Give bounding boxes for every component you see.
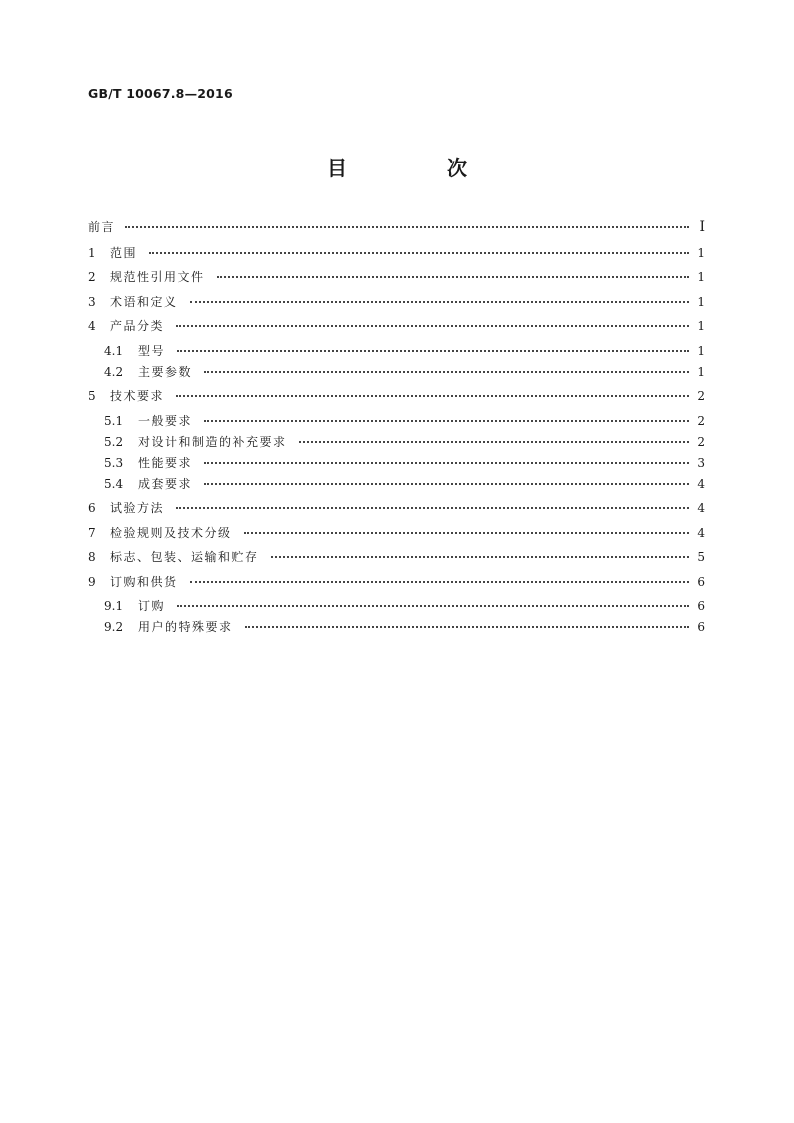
dot-leader (204, 420, 689, 422)
toc-entry-title: 用户的特殊要求 (138, 620, 233, 634)
dot-leader (245, 626, 689, 628)
toc-entry-number: 5 (88, 389, 96, 403)
toc-entry-page: 4 (697, 501, 705, 515)
toc-subentry[interactable] (88, 477, 705, 491)
toc-entry[interactable] (88, 501, 705, 515)
toc-entry-page: 2 (697, 435, 705, 449)
dot-leader (204, 483, 689, 485)
toc-entry-page: 2 (697, 389, 705, 403)
toc-entry-number: 3 (88, 295, 96, 309)
toc-entry[interactable] (88, 246, 705, 260)
toc-entry-title: 订购 (138, 599, 166, 613)
toc-entry-number: 7 (88, 526, 96, 540)
toc-entry-title: 标志、包装、运输和贮存 (110, 550, 259, 564)
dot-leader (244, 532, 689, 534)
toc-entry-number: 9 (88, 575, 96, 589)
toc-entry[interactable] (88, 389, 705, 403)
toc-entry-title: 一般要求 (138, 414, 193, 428)
toc-subentry[interactable] (88, 365, 705, 379)
toc-entry-title: 型号 (138, 344, 166, 358)
toc-entry-title: 成套要求 (138, 477, 193, 491)
toc-entry-number: 5.1 (104, 414, 124, 428)
toc-entry-number: 5.2 (104, 435, 124, 449)
standard-code: GB/T 10067.8—2016 (88, 86, 233, 101)
toc-entry-title: 术语和定义 (110, 295, 178, 309)
dot-leader (299, 441, 689, 443)
dot-leader (177, 350, 689, 352)
dot-leader (125, 226, 689, 228)
toc-entry-number: 1 (88, 246, 96, 260)
dot-leader (217, 276, 689, 278)
toc-entry-number: 4.2 (104, 365, 124, 379)
toc-entry-number: 2 (88, 270, 96, 284)
toc-entry-number: 5.4 (104, 477, 124, 491)
toc-entry-page: 1 (697, 270, 705, 284)
toc-subentry[interactable] (88, 414, 705, 428)
toc-entry[interactable] (88, 319, 705, 333)
toc-entry-page: 3 (697, 456, 705, 470)
toc-entry-title: 产品分类 (110, 319, 165, 333)
toc-entry-page: 1 (697, 295, 705, 309)
toc-entry-page: 4 (697, 477, 705, 491)
toc-subentry[interactable] (88, 620, 705, 634)
toc-entry-foreword[interactable] (88, 220, 705, 234)
toc-entry-title: 性能要求 (138, 456, 193, 470)
toc-entry-title: 规范性引用文件 (110, 270, 205, 284)
toc-entry-title: 试验方法 (110, 501, 165, 515)
toc-entry-number: 9.2 (104, 620, 124, 634)
toc-entry-page: 4 (697, 526, 705, 540)
toc-entry-page: 5 (697, 550, 705, 564)
dot-leader (190, 581, 689, 583)
toc-entry-page: 6 (697, 620, 705, 634)
dot-leader (190, 301, 689, 303)
dot-leader (204, 371, 689, 373)
toc-entry-page: 6 (697, 575, 705, 589)
toc-entry-page: Ⅰ (699, 219, 705, 235)
toc-entry-title: 前言 (88, 220, 116, 234)
toc-entry-number: 9.1 (104, 599, 124, 613)
toc-entry[interactable] (88, 295, 705, 309)
toc-entry-number: 4.1 (104, 344, 124, 358)
dot-leader (149, 252, 689, 254)
toc-subentry[interactable] (88, 456, 705, 470)
dot-leader (204, 462, 689, 464)
toc-entry-title: 范围 (110, 246, 138, 260)
toc-subentry[interactable] (88, 435, 705, 449)
toc-entry-title: 技术要求 (110, 389, 165, 403)
toc-entry[interactable] (88, 575, 705, 589)
toc-entry-number: 8 (88, 550, 96, 564)
dot-leader (176, 507, 689, 509)
toc-entry-number: 4 (88, 319, 96, 333)
toc-entry-title: 订购和供货 (110, 575, 178, 589)
dot-leader (176, 395, 689, 397)
toc-entry-page: 6 (697, 599, 705, 613)
toc-entry-title: 对设计和制造的补充要求 (138, 435, 287, 449)
page-title: 目 次 (327, 156, 507, 180)
toc-entry-number: 5.3 (104, 456, 124, 470)
toc-entry[interactable] (88, 550, 705, 564)
toc-entry-title: 检验规则及技术分级 (110, 526, 232, 540)
toc-entry-title: 主要参数 (138, 365, 193, 379)
toc-entry[interactable] (88, 270, 705, 284)
toc-subentry[interactable] (88, 599, 705, 613)
toc-entry-page: 2 (697, 414, 705, 428)
toc-entry-page: 1 (697, 246, 705, 260)
toc-entry-page: 1 (697, 319, 705, 333)
toc-entry-number: 6 (88, 501, 96, 515)
toc-subentry[interactable] (88, 344, 705, 358)
toc-entry-page: 1 (697, 365, 705, 379)
dot-leader (271, 556, 689, 558)
toc-entry-page: 1 (697, 344, 705, 358)
toc-entry[interactable] (88, 526, 705, 540)
dot-leader (176, 325, 689, 327)
dot-leader (177, 605, 689, 607)
